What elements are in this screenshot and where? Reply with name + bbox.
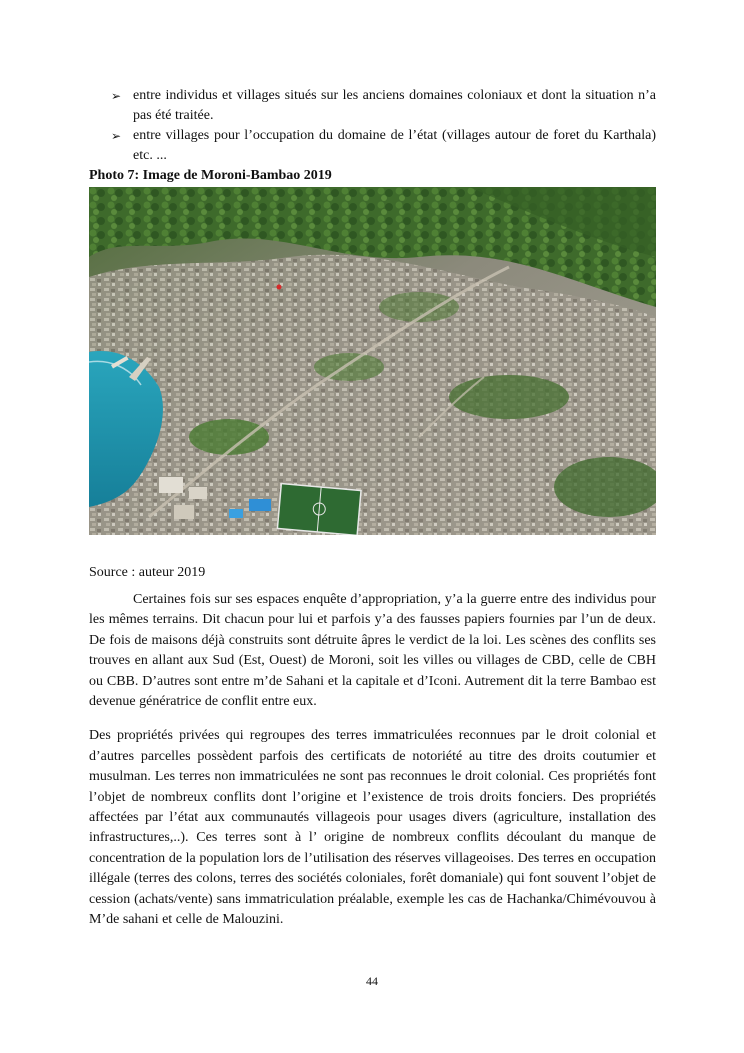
- aerial-photo-moroni: [89, 187, 656, 535]
- bullet-item: [89, 86, 656, 126]
- bullet-text: entre individus et villages situés sur les anciens domaines coloniaux et dont la situation n’a pas été traitée.: [133, 88, 656, 123]
- body-paragraph: Des propriétés privées qui regroupes des terres immatriculées reconnues par le droit colonial et d’autres parcelles possèdent parfois des certificats de notoriété au titre des droits coutumier et musulman. Les terres non immatriculées ne sont pas reconnues le droit colonial. Ces propriétés font l’objet de nombreux conflits dont l’origine et l’existence de trois droits fonciers. Des propriétés affectées par l’état aux communautés villageois pour usages divers (agriculture, installation des infrastructures,..). Ces terres sont à l’ origine de nombreux conflits découlant du manque de concentration de la population lors de l’utilisation des réserves villageoises. Des terres en occupation illégale (terres des colons, terres des sociétés coloniales, forêt domaniale) qui font souvent l’objet de cession (achats/vente) sans immatriculation préalable, exemple les cas de Hachanka/Chimévouvou à M’de sahani et celle de Malouzini.: [89, 728, 656, 928]
- bullet-item: [89, 126, 656, 166]
- arrow-bullet-icon: ➢: [111, 89, 122, 103]
- photo-caption: Photo 7: Image de Moroni-Bambao 2019: [89, 168, 332, 183]
- page-number: 44: [366, 974, 378, 988]
- arrow-bullet-icon: ➢: [111, 129, 122, 143]
- body-paragraph: Certaines fois sur ses espaces enquête d’appropriation, y’a la guerre entre des individus pour les mêmes terrains. Dit chacun pour lui et parfois y’a des fausses papiers fournies par l’un de deux. De fois de maisons déjà construits sont détruite âpres le verdict de la loi. Les scènes des conflits ses trouves en allant aux Sud (Est, Ouest) de Moroni, soit les villes ou villages de CBD, celle de CBH ou CBB. D’autres sont entre m’de Sahani et la capitale et d’Iconi. Autrement dit la terre Bambao est devenue génératrice de conflit entre eux.: [89, 592, 656, 710]
- bullet-text: entre villages pour l’occupation du domaine de l’état (villages autour de foret du Karthala) etc. ...: [133, 128, 656, 163]
- document-page: [89, 86, 656, 945]
- photo-source: Source : auteur 2019: [89, 565, 206, 580]
